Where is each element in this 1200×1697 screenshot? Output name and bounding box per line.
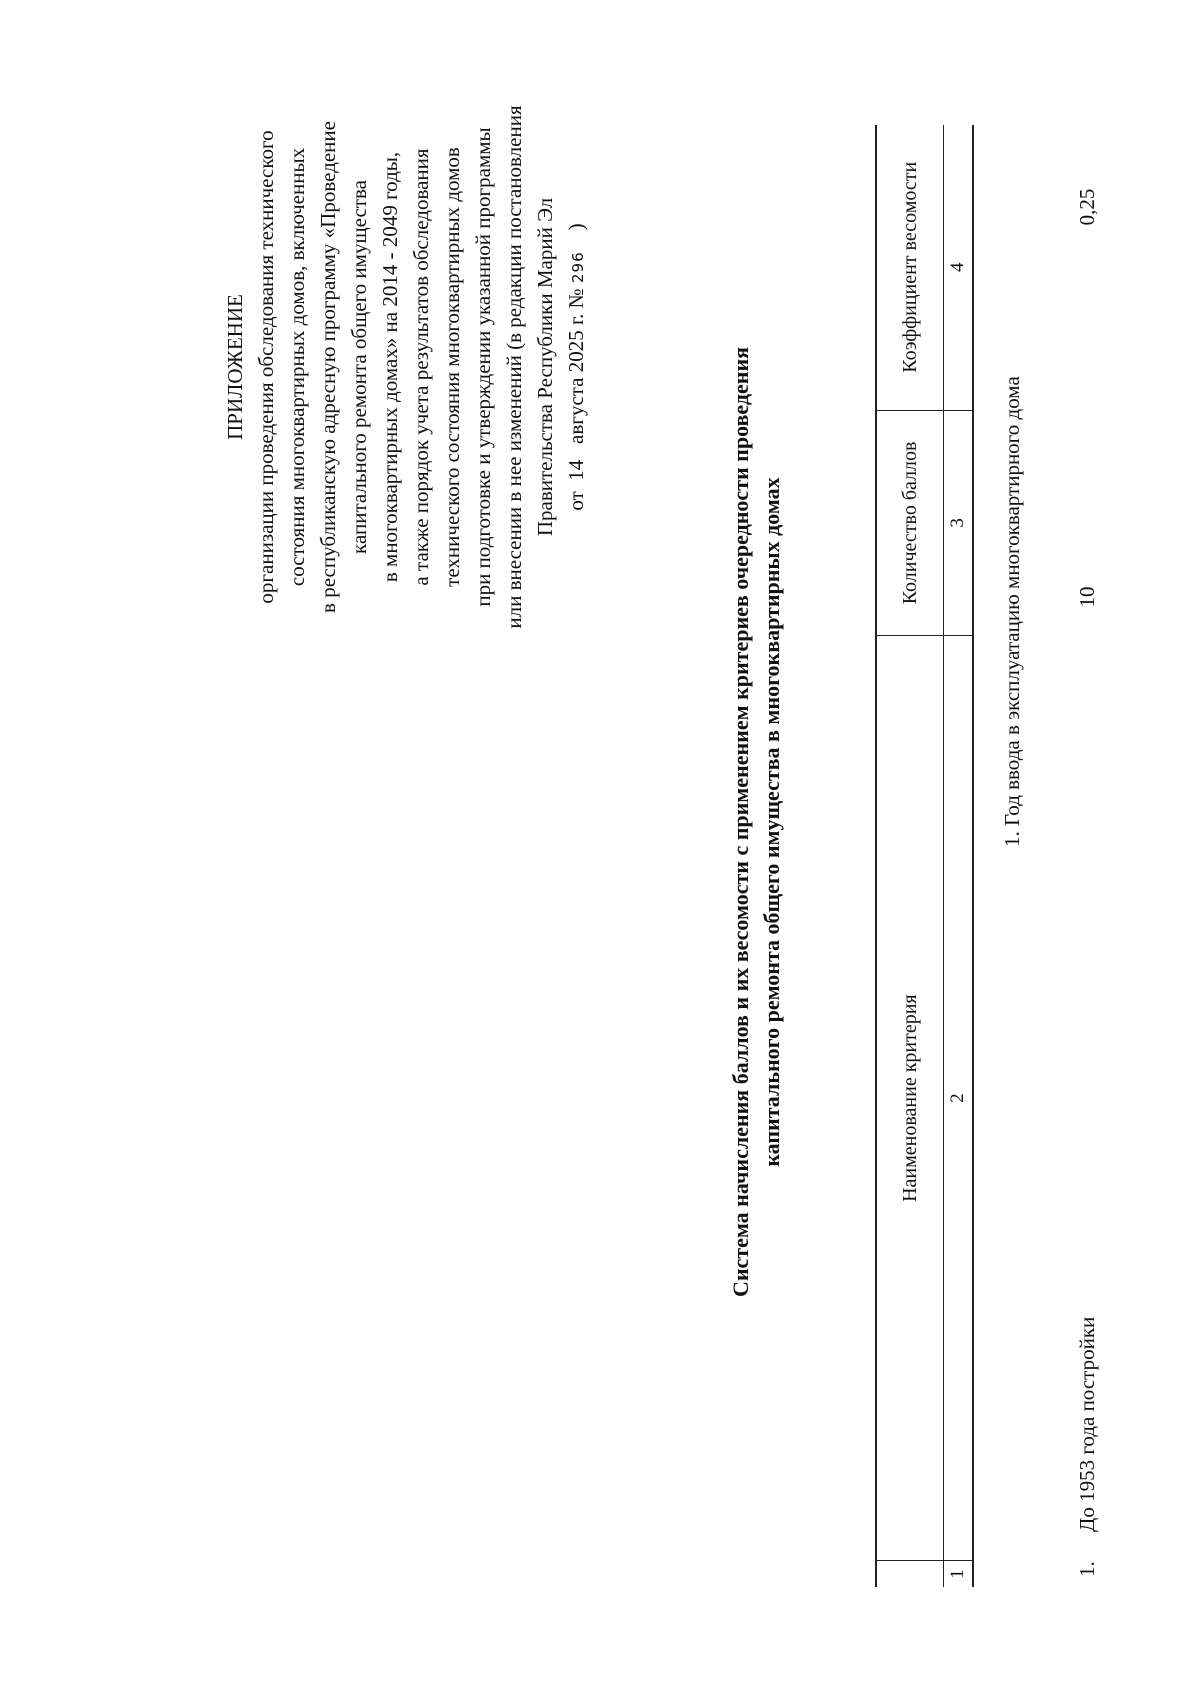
annex-line: технического состояния многоквартирных домов (440, 147, 464, 587)
section-heading: 1. Год ввода в эксплуатацию многоквартирного дома (1000, 376, 1024, 847)
annex-line: а также порядок учета результатов обследования (409, 148, 433, 586)
row-number: 1. (1075, 1561, 1099, 1577)
row-score: 10 (1075, 586, 1099, 608)
header-cell-number (876, 1561, 944, 1587)
document-title (725, 247, 787, 1397)
column-number-cell: 3 (944, 410, 974, 636)
row-criterion-name: До 1953 года постройки (1075, 1316, 1099, 1532)
annex-heading: ПРИЛОЖЕНИЕ (223, 294, 247, 440)
annex-line: организации проведения обследования технического (254, 130, 278, 604)
document-title-line: капитального ремонта общего имущества в многоквартирных домах (759, 477, 784, 1167)
header-cell-score: Количество баллов (876, 410, 944, 636)
resolution-date (561, 87, 594, 647)
annex-header (220, 87, 594, 647)
resolution-number: 296 (569, 251, 587, 284)
annex-line: капитального ремонта общего имущества (347, 180, 371, 554)
date-prefix: от (564, 491, 588, 511)
annex-line: при подготовке и утверждении указанной программы (471, 127, 495, 607)
header-cell-weight: Коэффициент весомости (876, 125, 944, 410)
annex-line: состояния многоквартирных домов, включенных (285, 147, 309, 587)
header-cell-criterion: Наименование критерия (876, 636, 944, 1561)
document-title-line: Система начисления баллов и их весомости с применением критериев очередности проведения (728, 346, 753, 1298)
date-day: 14 (564, 459, 588, 481)
row-weight: 0,25 (1075, 188, 1099, 226)
column-number-cell: 4 (944, 125, 974, 410)
table-column-numbers-row (944, 125, 974, 1587)
column-number-cell: 2 (944, 636, 974, 1561)
annex-line: Правительства Республики Марий Эл (533, 197, 557, 537)
annex-line: в республиканскую адресную программу «Проведение (316, 121, 340, 613)
column-number-cell: 1 (944, 1561, 974, 1587)
table-header-row (876, 125, 944, 1587)
annex-line: в многоквартирных домах» на 2014 - 2049 годы, (378, 151, 402, 583)
date-month-year: августа 2025 г. № (564, 288, 588, 444)
annex-line: или внесении в нее изменений (в редакции постановления (502, 105, 526, 629)
criteria-table (875, 125, 974, 1587)
date-suffix: ) (564, 223, 588, 231)
